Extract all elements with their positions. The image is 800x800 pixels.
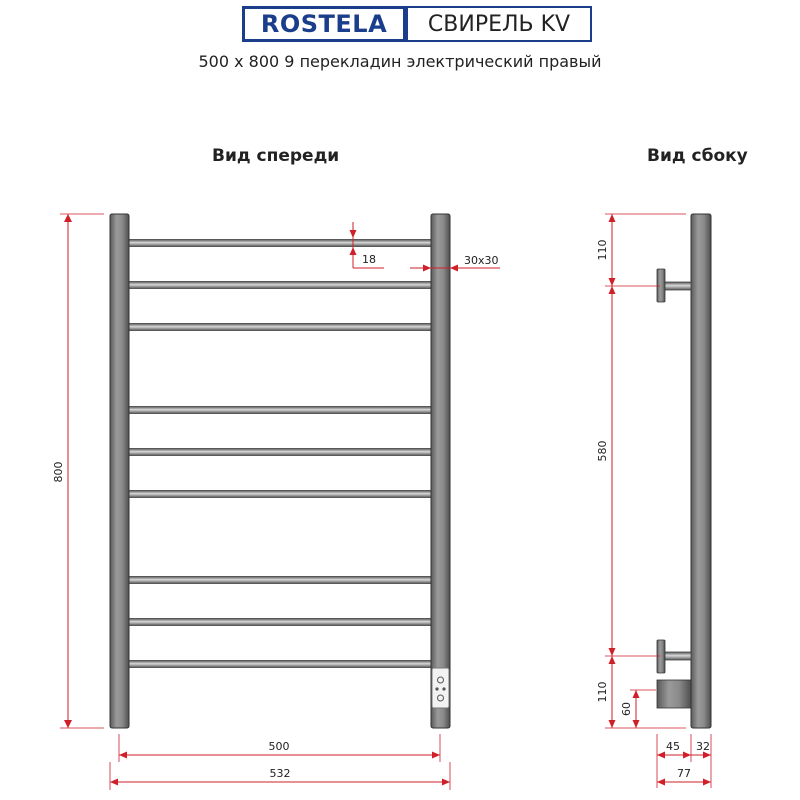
left-post xyxy=(110,214,129,728)
center-width-label: 500 xyxy=(268,740,290,753)
crossbar xyxy=(129,407,431,414)
right-post xyxy=(431,214,450,728)
crossbar xyxy=(129,324,431,331)
crossbar xyxy=(129,491,431,498)
crossbar xyxy=(129,449,431,456)
crossbars xyxy=(129,240,431,668)
heater-control-block xyxy=(432,668,449,708)
profile-size-label: 30x30 xyxy=(464,254,499,267)
front-view xyxy=(110,214,450,728)
mount-depth-label: 45 xyxy=(666,740,680,753)
height-dimension-label: 800 xyxy=(52,461,65,483)
total-depth-label: 77 xyxy=(677,767,691,780)
heater-height-label: 60 xyxy=(620,702,633,716)
side-heater-block xyxy=(657,680,691,708)
side-bottom-label: 110 xyxy=(596,681,609,703)
profile-depth-label: 32 xyxy=(696,740,710,753)
total-width-label: 532 xyxy=(269,767,291,780)
crossbar xyxy=(129,282,431,289)
crossbar xyxy=(129,240,431,247)
front-view-title: Вид спереди xyxy=(212,146,340,166)
crossbar xyxy=(129,661,431,668)
crossbar xyxy=(129,619,431,626)
brand-logo-text: ROSTELA xyxy=(260,10,388,38)
bar-pitch-label: 18 xyxy=(362,253,376,266)
crossbar xyxy=(129,577,431,584)
top-wall-bracket xyxy=(657,269,691,302)
side-view-title: Вид сбоку xyxy=(647,146,748,166)
side-view xyxy=(657,214,711,728)
side-middle-label: 580 xyxy=(596,440,609,462)
product-subtitle: 500 x 800 9 перекладин электрический правый xyxy=(198,52,602,71)
bottom-wall-bracket xyxy=(657,640,691,673)
side-post xyxy=(691,214,711,728)
side-top-label: 110 xyxy=(596,239,609,261)
model-name: СВИРЕЛЬ KV xyxy=(427,11,571,37)
